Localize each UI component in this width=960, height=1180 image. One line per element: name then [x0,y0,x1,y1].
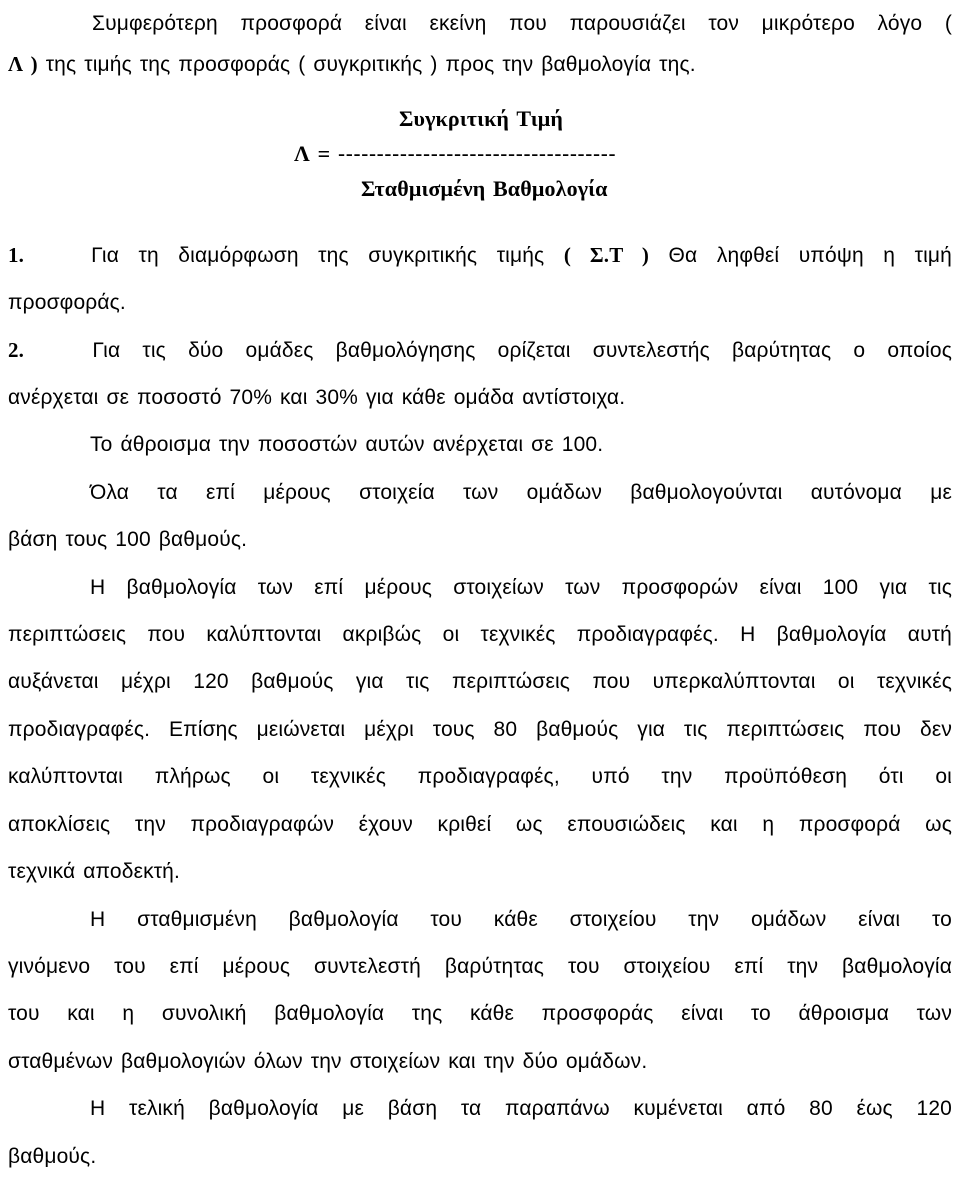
intro-line-2 [8,41,952,88]
item-1 [8,232,952,279]
lambda-symbol: Λ ) [8,52,38,77]
ratio-formula [8,95,952,237]
paragraph-partial-line-1: Όλα τα επί μέρους στοιχεία των ομάδων βαθμολογούνται αυτόνομα με [90,480,952,504]
paragraph-partial-line-2: βάση τους 100 βαθμούς. [8,528,248,552]
paragraph-final-line-2: βαθμούς. [8,1144,97,1168]
paragraph-weighted-line-2: γινόμενο του επί μέρους συντελεστή βαρύτητας του στοιχείου επί την βαθμολογία [8,954,952,978]
formula-equals: = [309,140,338,166]
paragraph-scoring-line-7: τεχνικά αποδεκτή. [8,860,180,884]
paragraph-scoring-line-5: καλύπτονται πλήρως οι τεχνικές προδιαγραφές, υπό την προϋπόθεση ότι οι [8,765,952,789]
intro-text-2: της τιμής της προσφοράς ( συγκριτικής ) προς την βαθμολογία της. [37,53,696,77]
formula-divider: ------------------------------------ [337,140,617,166]
item-1-number: 1. [8,242,25,267]
paragraph-sum: Το άθροισμα την ποσοστών αυτών ανέρχεται σε 100. [90,433,604,457]
paragraph-scoring-line-3: αυξάνεται μέχρι 120 βαθμούς για τις περιπτώσεις που υπερκαλύπτονται οι τεχνικές [8,670,952,694]
item-1-text-after: Θα ληφθεί υπόψη η τιμή [649,243,952,267]
formula-numerator: Συγκριτική Τιμή [399,105,563,131]
item-1-text-before: Για τη διαμόρφωση της συγκριτικής τιμής [91,243,564,267]
paragraph-weighted-line-3: του και η συνολική βαθμολογία της κάθε προσφοράς είναι το άθροισμα των [8,1002,952,1026]
item-1-continuation: προσφοράς. [8,291,126,315]
paragraph-weighted-line-1: Η σταθμισμένη βαθμολογία του κάθε στοιχείου την ομάδων είναι το [90,907,952,931]
item-2-line-2: ανέρχεται σε ποσοστό 70% και 30% για κάθε ομάδα αντίστοιχα. [8,386,626,410]
item-2-number: 2. [8,337,25,362]
intro-line-1 [8,0,952,47]
paragraph-weighted-line-4: σταθμένων βαθμολογιών όλων την στοιχείων και την δύο ομάδων. [8,1049,648,1073]
paragraph-scoring-line-2: περιπτώσεις που καλύπτονται ακριβώς οι τεχνικές προδιαγραφές. Η βαθμολογία αυτή [8,623,952,647]
formula-lambda: Λ [294,140,310,166]
item-2-text-1: Για τις δύο ομάδες βαθμολόγησης ορίζεται συντελεστής βαρύτητας ο οποίος [92,338,952,362]
paragraph-scoring-line-1: Η βαθμολογία των επί μέρους στοιχείων των προσφορών είναι 100 για τις [90,575,952,599]
paragraph-final-line-1: Η τελική βαθμολογία με βάση τα παραπάνω κυμένεται από 80 έως 120 [90,1097,952,1121]
intro-text-1: Συμφερότερη προσφορά είναι εκείνη που παρουσιάζει τον μικρότερο λόγο ( [92,12,952,35]
document-page [8,0,952,1180]
item-2 [8,327,952,374]
formula-denominator: Σταθμισμένη Βαθμολογία [361,175,608,201]
paragraph-scoring-line-6: αποκλίσεις την προδιαγραφών έχουν κριθεί ως επουσιώδεις και η προσφορά ως [8,812,952,836]
paragraph-scoring-line-4: προδιαγραφές. Επίσης μειώνεται μέχρι τους 80 βαθμούς για τις περιπτώσεις που δεν [8,717,952,741]
item-1-abbr: ( Σ.Τ ) [563,242,650,267]
